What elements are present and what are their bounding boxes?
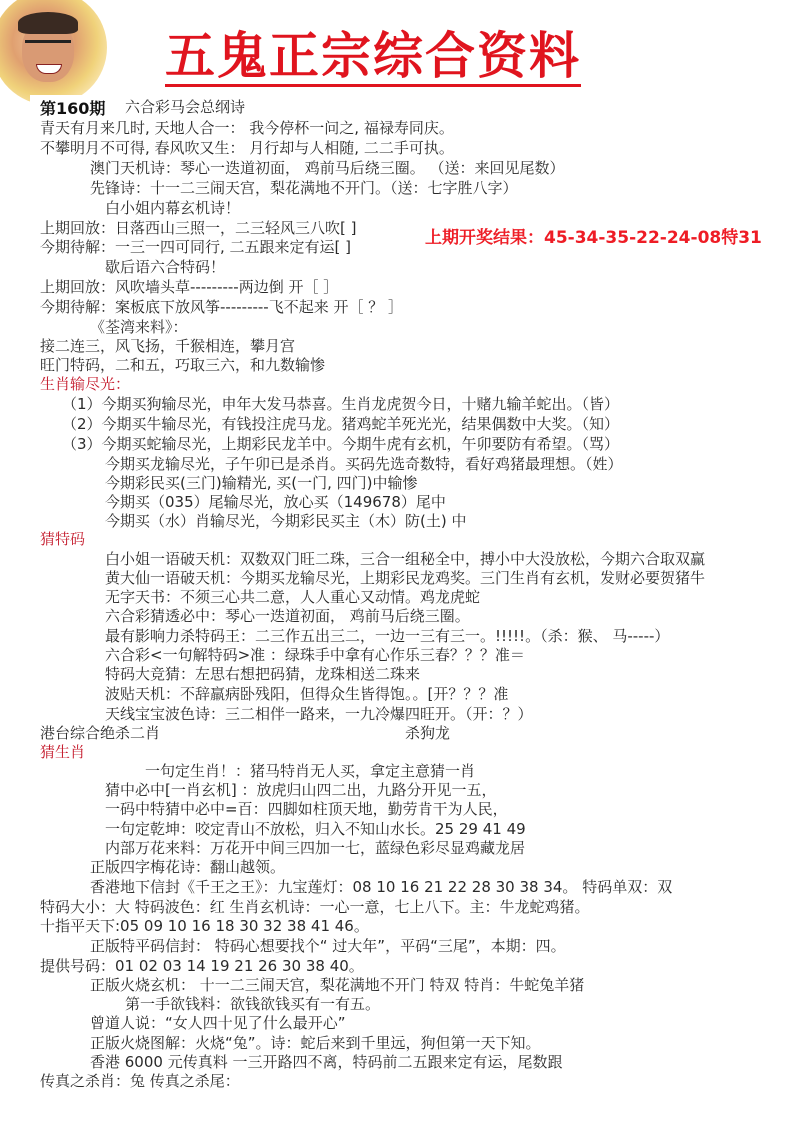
text-line: 今期待解：一三一四可同行, 二五跟来定有运[ ] [40, 238, 352, 256]
text-line: 无字天书：不须三心共二意，人人重心又动情。鸡龙虎蛇 [105, 588, 481, 606]
issue-number: 第160期 [40, 99, 106, 118]
text-line: 今期买龙输尽光，子午卯已是杀肖。买码先选奇数特，看好鸡猪最理想。（姓） [105, 455, 623, 473]
text-line: 《荃湾来料》： [90, 318, 188, 336]
text-line: 白小姐一语破天机：双数双门旺二珠，三合一组秘全中，搏小中大没放松，今期六合取双赢 [105, 550, 706, 568]
text-line: 杀狗龙 [405, 724, 451, 742]
avatar-glasses [25, 40, 71, 53]
text-line: 今期彩民买(三门)输精光, 买(一门, 四门)中输惨 [105, 474, 418, 492]
text-line: 香港 6000 元传真料 一三开路四不离，特码前二五跟来定有运，尾数跟 [90, 1053, 563, 1071]
text-line: 黄大仙一语破天机：今期买龙输尽光，上期彩民龙鸡奖。三门生肖有玄机，发财必要贺猪牛 [105, 569, 706, 587]
text-line: 港台综合绝杀二肖 [40, 724, 161, 742]
section-heading: 生肖输尽光： [40, 375, 131, 393]
text-line: 旺门特码，二和五，巧取三六，和九数输惨 [40, 356, 326, 374]
text-line: 最有影响力杀特码王：二三作五出三二，一边一三有三一。!!!!!。（杀：猴、 马-----） [105, 627, 670, 645]
text-line: 青天有月来几时, 天地人合一： 我今停杯一问之, 福禄寿同庆。 [40, 119, 454, 137]
text-line: 不攀明月不可得, 春风吹又生： 月行却与人相随, 二二手可执。 [40, 139, 454, 157]
text-line: 接二连三，风飞扬，千猴相连，攀月宫 [40, 337, 296, 355]
text-line: 正版火烧玄机： 十一二三闹天宫，梨花满地不开门 特双 特肖：牛蛇兔羊猪 [90, 976, 585, 994]
text-line: 一句定乾坤：咬定青山不放松，归入不知山水长。25 29 41 49 [105, 820, 526, 838]
avatar [0, 0, 107, 105]
text-line: 正版特平码信封： 特码心想要找个“ 过大年”，平码“三尾”，本期：四。 [90, 937, 566, 955]
text-line: 正版四字梅花诗：翻山越领。 [90, 858, 286, 876]
text-line: 澳门天机诗：琴心一迭道初面， 鸡前马后绕三圈。 （送：来回见尾数） [90, 159, 565, 177]
text-line: 内部万花来料：万花开中间三四加一七，蓝绿色彩尽显鸡藏龙居 [105, 839, 526, 857]
text-line: 一码中特猜中必中=百：四脚如柱顶天地，勤劳肯干为人民， [105, 800, 508, 818]
text-line: 特码大小：大 特码波色：红 生肖玄机诗：一心一意，七上八下。主：牛龙蛇鸡猪。 [40, 898, 590, 916]
last-draw-result: 上期开奖结果：45-34-35-22-24-08特31 [425, 228, 762, 248]
text-line: 一句定生肖！：猪马特肖无人买，拿定主意猜一肖 [145, 762, 476, 780]
text-line: 六合彩<一句解特码>准 ：绿珠手中拿有心作乐三春？？？准＝ [105, 646, 525, 664]
text-line: 歇后语六合特码！ [105, 258, 226, 276]
text-line: 六合彩猜透必中：琴心一迭道初面， 鸡前马后绕三圈。 [105, 607, 470, 625]
text-line: 今期待解：案板底下放风筝---------飞不起来 开［ ？ ］ [40, 298, 404, 316]
text-line: 上期回放：日落西山三照一，二三轻风三八吹[ ] [40, 219, 357, 237]
text-line: 十指平天下:05 09 10 16 18 30 32 38 41 46。 [40, 917, 369, 935]
text-line: （2）今期买牛输尽光，有钱投注虎马龙。猪鸡蛇羊死光光，结果偶数中大奖。（知） [62, 415, 620, 433]
text-line: （3）今期买蛇输尽光，上期彩民龙羊中。今期牛虎有玄机，午卯要防有希望。（骂） [62, 435, 620, 453]
text-line: 猜中必中[一肖玄机] ：放虎归山四二出，九路分开见一五， [105, 781, 497, 799]
text-line: 白小姐内幕玄机诗！ [105, 199, 241, 217]
text-line: （1）今期买狗输尽光，申年大发马恭喜。生肖龙虎贺今日，十赌九输羊蛇出。（皆） [62, 395, 620, 413]
text-line: 先锋诗：十一二三闹天宫，梨花满地不开门。（送：七字胜八字） [90, 179, 518, 197]
text-line: 传真之杀肖：兔 传真之杀尾： [40, 1072, 240, 1090]
text-line: 第一手欲钱料：欲钱欲钱买有一有五。 [125, 995, 381, 1013]
page-title: 五鬼正宗综合资料 [165, 26, 581, 85]
text-line: 正版火烧图解：火烧“兔”。诗：蛇后来到千里远，狗但第一天下知。 [90, 1034, 541, 1052]
text-line: 波贴天机：不辞羸病卧残阳，但得众生皆得饱。。[开？？？准 [105, 685, 509, 703]
text-line: 今期买（035）尾输尽光，放心买（149678）尾中 [105, 493, 446, 511]
text-line: 天线宝宝波色诗：三二相伴一路来，一九冷爆四旺开。（开：？） [105, 705, 533, 723]
section-heading: 猜生肖 [40, 743, 86, 761]
text-line: 香港地下信封《千王之王》：九宝莲灯：08 10 16 21 22 28 30 38 34。 特码单双：双 [90, 878, 673, 896]
avatar-hair [18, 12, 78, 34]
section-heading: 猜特码 [40, 530, 86, 548]
text-line: 特码大竞猜：左思右想把码猜，龙珠相送二珠来 [105, 665, 421, 683]
text-line: 今期买（水）肖输尽光，今期彩民买主（木）防(土) 中 [105, 512, 467, 530]
text-line: 曾道人说：“女人四十见了什么最开心” [90, 1014, 346, 1032]
subtitle: 六合彩马会总纲诗 [125, 98, 246, 116]
text-line: 提供号码：01 02 03 14 19 21 26 30 38 40。 [40, 957, 364, 975]
text-line: 上期回放：风吹墙头草---------两边倒 开［ ］ [40, 278, 339, 296]
